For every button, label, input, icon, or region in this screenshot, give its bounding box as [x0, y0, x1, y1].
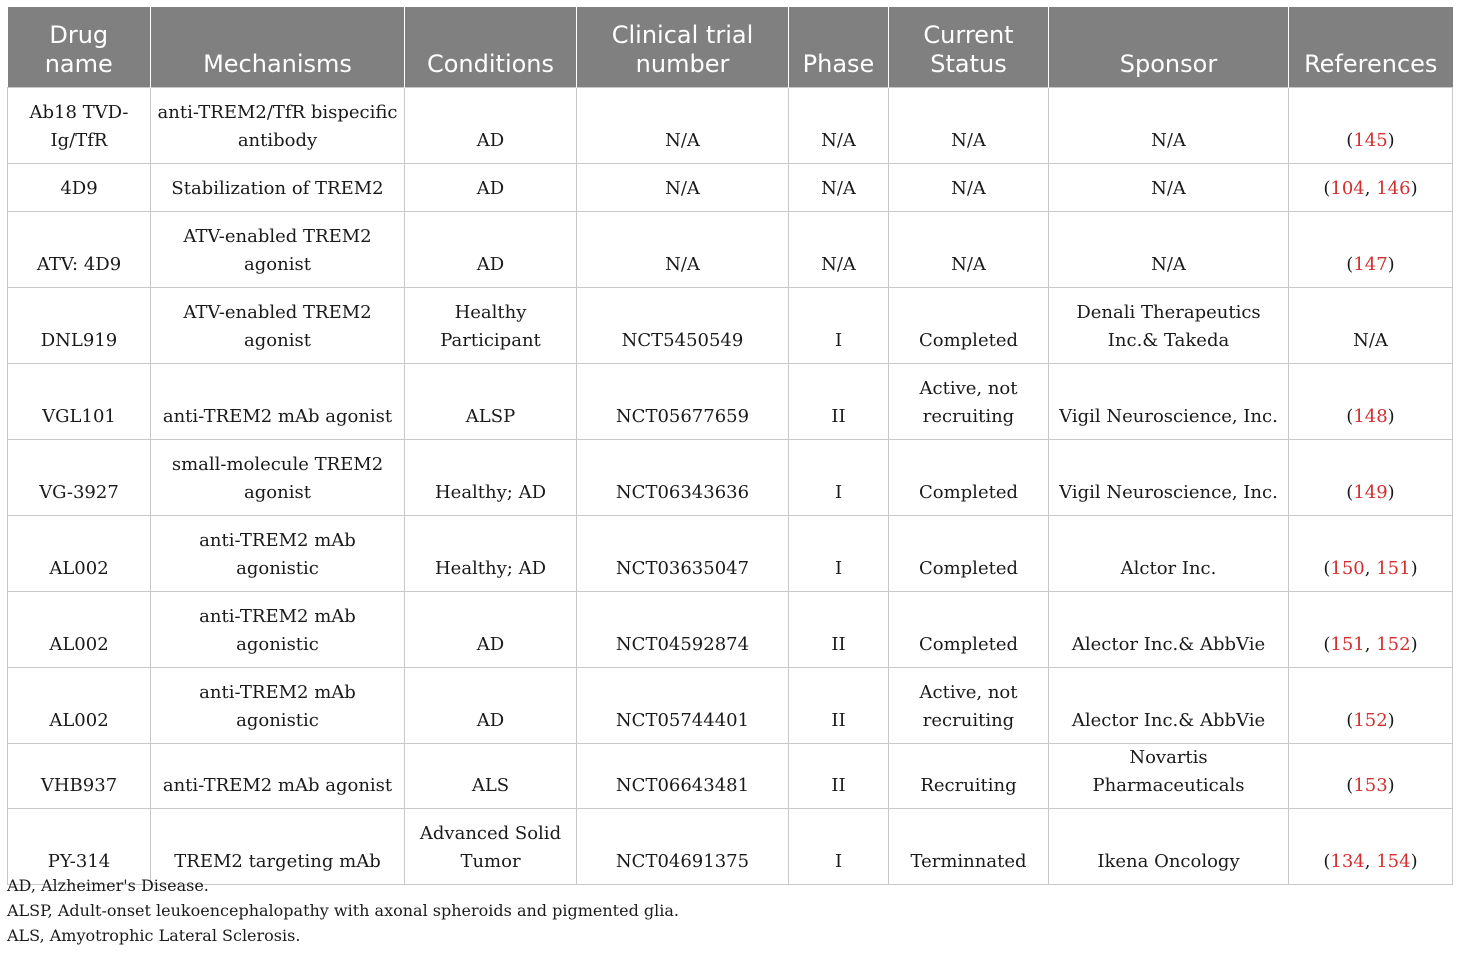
table-row — [8, 743, 1453, 808]
trial-number-cell: N/A — [577, 163, 789, 211]
status-cell: Active, not recruiting — [889, 667, 1049, 743]
condition-cell: AD — [405, 211, 577, 287]
references-cell: N/A — [1289, 287, 1453, 363]
table-row — [8, 515, 1453, 591]
reference-link[interactable]: 134 — [1330, 850, 1365, 872]
sponsor-cell: Vigil Neuroscience, Inc. — [1049, 363, 1289, 439]
reference-link[interactable]: 147 — [1353, 253, 1388, 275]
drug-name-cell: AL002 — [8, 667, 151, 743]
header-sponsor: Sponsor — [1049, 7, 1289, 87]
sponsor-cell: Alctor Inc. — [1049, 515, 1289, 591]
status-cell: Completed — [889, 515, 1049, 591]
references-cell: (147) — [1289, 211, 1453, 287]
footnotes — [7, 873, 679, 948]
reference-link[interactable]: 145 — [1353, 129, 1388, 151]
phase-cell: I — [789, 515, 889, 591]
table-row — [8, 211, 1453, 287]
sponsor-cell: Ikena Oncology — [1049, 808, 1289, 884]
header-drug-name: Drug name — [8, 7, 151, 87]
drug-name-cell: 4D9 — [8, 163, 151, 211]
condition-cell: Healthy; AD — [405, 515, 577, 591]
phase-cell: II — [789, 363, 889, 439]
mechanism-cell: anti-TREM2 mAb agonistic — [151, 515, 405, 591]
status-cell: Terminnated — [889, 808, 1049, 884]
phase-cell: I — [789, 808, 889, 884]
status-cell: N/A — [889, 211, 1049, 287]
trial-table — [7, 7, 1453, 885]
trial-number-cell: NCT03635047 — [577, 515, 789, 591]
header-row — [8, 7, 1453, 87]
mechanism-cell: anti-TREM2 mAb agonist — [151, 743, 405, 808]
references-cell: (150, 151) — [1289, 515, 1453, 591]
sponsor-cell: N/A — [1049, 163, 1289, 211]
sponsor-cell: Alector Inc.& AbbVie — [1049, 667, 1289, 743]
status-cell: N/A — [889, 163, 1049, 211]
footnote-alsp: ALSP, Adult-onset leukoencephalopathy with axonal spheroids and pigmented glia. — [7, 901, 680, 920]
references-cell: (145) — [1289, 87, 1453, 163]
phase-cell: II — [789, 667, 889, 743]
phase-cell: N/A — [789, 211, 889, 287]
table-row — [8, 667, 1453, 743]
condition-cell: ALSP — [405, 363, 577, 439]
condition-cell: ALS — [405, 743, 577, 808]
header-conditions: Conditions — [405, 7, 577, 87]
references-cell: (149) — [1289, 439, 1453, 515]
status-cell: Completed — [889, 287, 1049, 363]
footnote-als: ALS, Amyotrophic Lateral Sclerosis. — [7, 926, 301, 945]
mechanism-cell: anti-TREM2 mAb agonistic — [151, 591, 405, 667]
drug-name-cell: VGL101 — [8, 363, 151, 439]
reference-link[interactable]: 151 — [1330, 633, 1365, 655]
sponsor-cell: N/A — [1049, 211, 1289, 287]
reference-link[interactable]: 153 — [1353, 774, 1388, 796]
mechanism-cell: Stabilization of TREM2 — [151, 163, 405, 211]
header-references: References — [1289, 7, 1453, 87]
table-row — [8, 363, 1453, 439]
table-row — [8, 87, 1453, 163]
drug-name-cell: ATV: 4D9 — [8, 211, 151, 287]
drug-name-cell: VG-3927 — [8, 439, 151, 515]
header-clinical-trial-number: Clinical trial number — [577, 7, 789, 87]
trial-number-cell: NCT05744401 — [577, 667, 789, 743]
references-cell: (148) — [1289, 363, 1453, 439]
mechanism-cell: anti-TREM2 mAb agonist — [151, 363, 405, 439]
drug-name-cell: PY-314 — [8, 808, 151, 884]
phase-cell: II — [789, 743, 889, 808]
table-row — [8, 439, 1453, 515]
drug-name-cell: VHB937 — [8, 743, 151, 808]
condition-cell: Advanced Solid Tumor — [405, 808, 577, 884]
phase-cell: N/A — [789, 163, 889, 211]
drug-name-cell: AL002 — [8, 591, 151, 667]
mechanism-cell: anti-TREM2/TfR bispecific antibody — [151, 87, 405, 163]
condition-cell: AD — [405, 591, 577, 667]
trial-number-cell: NCT04691375 — [577, 808, 789, 884]
trial-number-cell: N/A — [577, 87, 789, 163]
status-cell: Completed — [889, 439, 1049, 515]
references-cell: (152) — [1289, 667, 1453, 743]
phase-cell: I — [789, 439, 889, 515]
footnote-ad: AD, Alzheimer's Disease. — [7, 876, 209, 895]
reference-link[interactable]: 152 — [1353, 709, 1388, 731]
trial-number-cell: NCT05677659 — [577, 363, 789, 439]
trial-number-cell: NCT5450549 — [577, 287, 789, 363]
trial-number-cell: N/A — [577, 211, 789, 287]
reference-link[interactable]: 152 — [1376, 633, 1411, 655]
mechanism-cell: TREM2 targeting mAb — [151, 808, 405, 884]
condition-cell: AD — [405, 667, 577, 743]
reference-link[interactable]: 104 — [1330, 177, 1365, 199]
drug-name-cell: DNL919 — [8, 287, 151, 363]
table-body — [8, 87, 1453, 884]
trial-number-cell: NCT06343636 — [577, 439, 789, 515]
mechanism-cell: small-molecule TREM2 agonist — [151, 439, 405, 515]
reference-link[interactable]: 150 — [1330, 557, 1365, 579]
reference-link[interactable]: 149 — [1353, 481, 1388, 503]
reference-link[interactable]: 154 — [1376, 850, 1411, 872]
status-cell: Completed — [889, 591, 1049, 667]
references-cell: (153) — [1289, 743, 1453, 808]
trial-table-container — [7, 7, 1452, 885]
table-row — [8, 287, 1453, 363]
status-cell: N/A — [889, 87, 1049, 163]
header-current-status: Current Status — [889, 7, 1049, 87]
sponsor-cell: Alector Inc.& AbbVie — [1049, 591, 1289, 667]
reference-link[interactable]: 146 — [1376, 177, 1411, 199]
header-mechanisms: Mechanisms — [151, 7, 405, 87]
references-cell: (134, 154) — [1289, 808, 1453, 884]
sponsor-cell: N/A — [1049, 87, 1289, 163]
header-phase: Phase — [789, 7, 889, 87]
trial-number-cell: NCT06643481 — [577, 743, 789, 808]
mechanism-cell: ATV-enabled TREM2 agonist — [151, 287, 405, 363]
reference-link[interactable]: 151 — [1376, 557, 1411, 579]
status-cell: Active, not recruiting — [889, 363, 1049, 439]
condition-cell: AD — [405, 163, 577, 211]
reference-link[interactable]: 148 — [1353, 405, 1388, 427]
sponsor-cell: Novartis Pharmaceuticals — [1049, 743, 1289, 808]
sponsor-cell: Denali Therapeutics Inc.& Takeda — [1049, 287, 1289, 363]
table-row — [8, 591, 1453, 667]
phase-cell: N/A — [789, 87, 889, 163]
table-row — [8, 163, 1453, 211]
references-cell: (151, 152) — [1289, 591, 1453, 667]
trial-number-cell: NCT04592874 — [577, 591, 789, 667]
drug-name-cell: Ab18 TVD-Ig/TfR — [8, 87, 151, 163]
mechanism-cell: ATV-enabled TREM2 agonist — [151, 211, 405, 287]
condition-cell: Healthy Participant — [405, 287, 577, 363]
status-cell: Recruiting — [889, 743, 1049, 808]
drug-name-cell: AL002 — [8, 515, 151, 591]
phase-cell: I — [789, 287, 889, 363]
sponsor-cell: Vigil Neuroscience, Inc. — [1049, 439, 1289, 515]
mechanism-cell: anti-TREM2 mAb agonistic — [151, 667, 405, 743]
condition-cell: Healthy; AD — [405, 439, 577, 515]
condition-cell: AD — [405, 87, 577, 163]
references-cell: (104, 146) — [1289, 163, 1453, 211]
phase-cell: II — [789, 591, 889, 667]
